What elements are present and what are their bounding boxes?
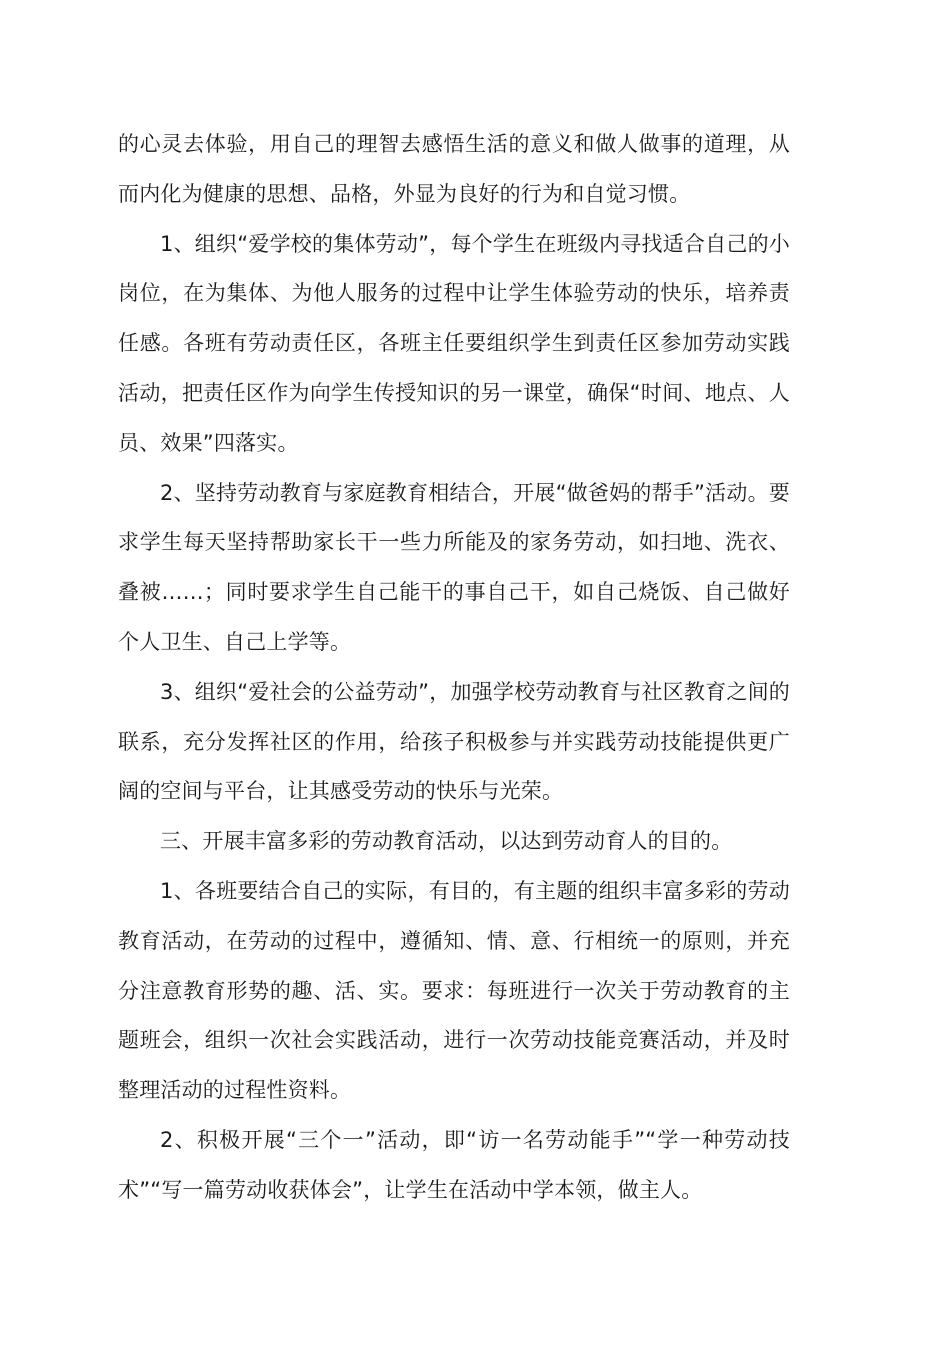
paragraph-continuation: 的心灵去体验，用自己的理智去感悟生活的意义和做人做事的道理，从而内化为健康的思想、品格，外显为良好的行为和自觉习惯。 (118, 132, 790, 206)
paragraph-three-ones: 2、积极开展“三个一”活动，即“访一名劳动能手”“学一种劳动技术”“写一篇劳动收获体会”，让学生在活动中学本领，做主人。 (118, 1127, 790, 1202)
document-body (118, 120, 790, 1216)
paragraph-community-labor: 3、组织“爱社会的公益劳动”，加强学校劳动教育与社区教育之间的联系，充分发挥社区的作用，给孩子积极参与并实践劳动技能提供更广阔的空间与平台，让其感受劳动的快乐与光荣。 (118, 679, 790, 804)
section-heading-activities: 三、开展丰富多彩的劳动教育活动，以达到劳动育人的目的。 (160, 829, 733, 854)
paragraph-school-labor: 1、组织“爱学校的集体劳动”，每个学生在班级内寻找适合自己的小岗位，在为集体、为他人服务的过程中让学生体验劳动的快乐，培养责任感。各班有劳动责任区，各班主任要组织学生到责任区参加劳动实践活动，把责任区作为向学生传授知识的另一课堂，确保“时间、地点、人员、效果”四落实。 (118, 231, 790, 455)
paragraph-class-activities: 1、各班要结合自己的实际，有目的，有主题的组织丰富多彩的劳动教育活动，在劳动的过程中，遵循知、情、意、行相统一的原则，并充分注意教育形势的趣、活、实。要求：每班进行一次关于劳动教育的主题班会，组织一次社会实践活动，进行一次劳动技能竞赛活动，并及时整理活动的过程性资料。 (118, 878, 790, 1103)
paragraph-family-labor: 2、坚持劳动教育与家庭教育相结合，开展“做爸妈的帮手”活动。要求学生每天坚持帮助家长干一些力所能及的家务劳动，如扫地、洗衣、叠被……；同时要求学生自己能干的事自己干，如自己烧饭、自己做好个人卫生、自己上学等。 (118, 480, 790, 654)
